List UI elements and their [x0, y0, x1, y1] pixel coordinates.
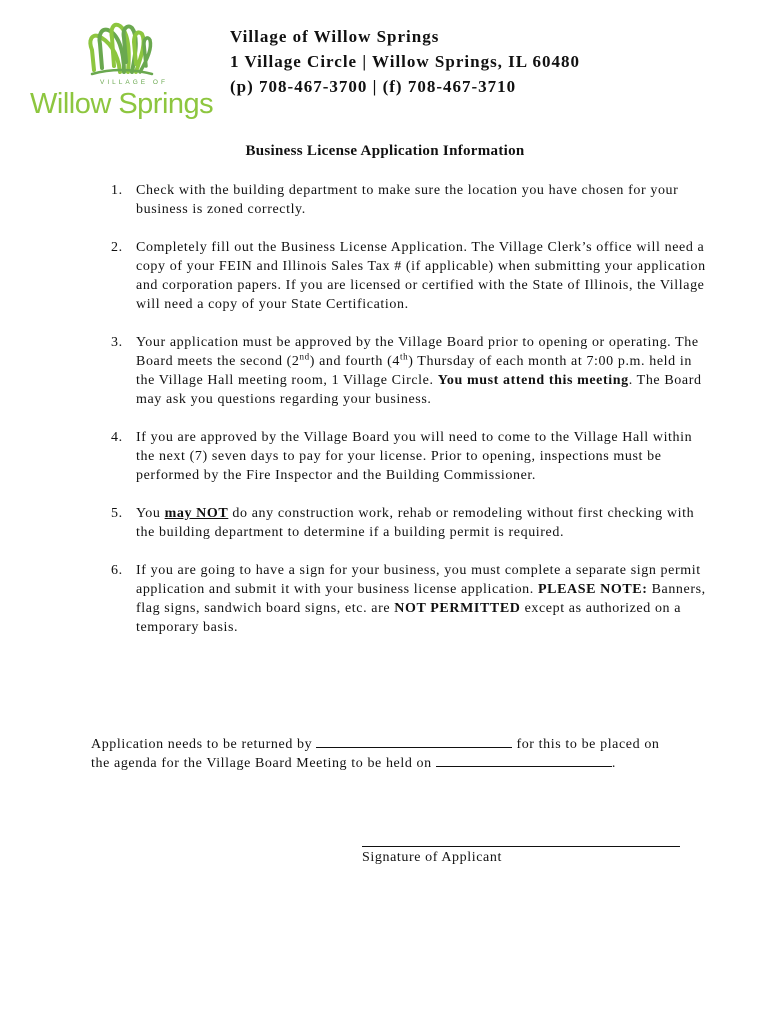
- list-item: [108, 428, 708, 485]
- closing-text-part: .: [611, 756, 616, 771]
- item-text-part: ) Thursday of each month at 7:00 p.m. held in the Village Hall meeting room, 1 Village Circle.: [136, 354, 692, 388]
- emphasis-text: PLEASE NOTE:: [537, 582, 648, 597]
- item-number: 1.: [111, 183, 123, 198]
- item-number: 4.: [111, 430, 123, 445]
- superscript: nd: [299, 351, 310, 362]
- emphasis-text: You must attend this meeting: [437, 373, 629, 388]
- emphasis-text: NOT PERMITTED: [394, 601, 521, 616]
- closing-text-part: Application needs to be returned by: [91, 737, 313, 752]
- item-text-part: Your application must be approved by the Village Board prior to opening or operating. The Board meets the second (2: [136, 335, 699, 369]
- closing-paragraph: [91, 735, 676, 773]
- document-title: Business License Application Information: [245, 143, 525, 159]
- item-text-part: ) and fourth (4: [309, 354, 400, 369]
- list-item: [108, 561, 708, 637]
- header-village-name: Village of Willow Springs: [230, 27, 440, 46]
- header-address: 1 Village Circle | Willow Springs, IL 60480: [230, 52, 580, 71]
- item-number: 3.: [111, 335, 123, 350]
- logo-village-text: VILLAGE OF: [100, 79, 168, 86]
- list-item: [108, 181, 708, 219]
- superscript: th: [399, 351, 409, 362]
- item-text: If you are approved by the Village Board you will need to come to the Village Hall within the next (7) seven days to pay for your license. Prior to opening, inspections must be performed by the Fire Inspector and the Building Commissioner.: [136, 430, 693, 483]
- return-date-blank[interactable]: [316, 735, 512, 748]
- item-text: [136, 506, 694, 540]
- instruction-list: [108, 181, 708, 656]
- item-number: 2.: [111, 240, 123, 255]
- letterhead: [230, 24, 580, 99]
- item-text-part: You: [136, 506, 165, 521]
- village-logo: [28, 22, 214, 130]
- closing-text-part: for this to be placed on the agenda for the Village Board Meeting to be held on: [91, 737, 660, 771]
- item-text-part: Banners, flag signs, sandwich board signs, etc. are: [136, 582, 706, 616]
- item-text: [136, 563, 706, 635]
- item-number: 6.: [111, 563, 123, 578]
- list-item: [108, 333, 708, 409]
- item-text-part: do any construction work, rehab or remodeling without first checking with the building department to determine if a building permit is required.: [136, 506, 695, 540]
- signature-line[interactable]: [362, 828, 680, 847]
- underlined-emphasis: may NOT: [164, 506, 229, 521]
- signature-label: Signature of Applicant: [362, 850, 502, 865]
- header-phone-fax: (p) 708-467-3700 | (f) 708-467-3710: [230, 77, 517, 96]
- item-text: Completely fill out the Business License Application. The Village Clerk’s office will need a copy of your FEIN and Illinois Sales Tax # (if applicable) when submitting your application and corporation papers. If you are licensed or certified with the State of Illinois, the Village will need a copy of your State Certification.: [136, 240, 706, 312]
- item-text-part: except as authorized on a temporary basis.: [136, 601, 682, 635]
- logo-name-text: Willow Springs: [30, 88, 214, 120]
- item-number: 5.: [111, 506, 123, 521]
- signature-block: [362, 828, 680, 866]
- list-item: [108, 504, 708, 542]
- meeting-date-blank[interactable]: [436, 754, 612, 767]
- item-text-part: If you are going to have a sign for your business, you must complete a separate sign permit application and submit it with your business license application.: [136, 563, 701, 597]
- item-text-part: . The Board may ask you questions regarding your business.: [136, 373, 702, 407]
- list-item: [108, 238, 708, 314]
- item-text: [136, 335, 702, 407]
- item-text: Check with the building department to make sure the location you have chosen for your business is zoned correctly.: [136, 183, 679, 217]
